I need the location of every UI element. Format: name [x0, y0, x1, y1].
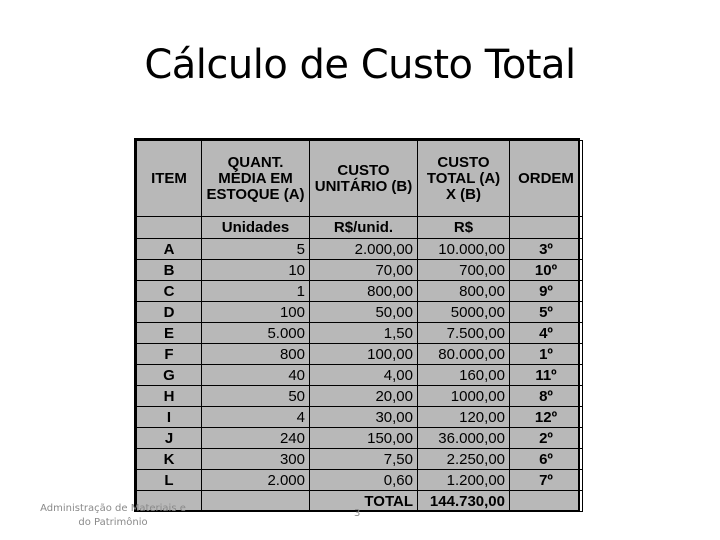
- unit-unit-cost: R$/unid.: [310, 217, 418, 239]
- cell-order: 2º: [510, 428, 583, 449]
- cell-unit-cost: 7,50: [310, 449, 418, 470]
- total-value: 144.730,00: [418, 491, 510, 512]
- cell-order: 8º: [510, 386, 583, 407]
- cell-quantity: 5.000: [202, 323, 310, 344]
- cost-table: [136, 140, 583, 512]
- footer-page-number: 3: [354, 508, 361, 519]
- cell-unit-cost: 150,00: [310, 428, 418, 449]
- cell-total: 800,00: [418, 281, 510, 302]
- cell-unit-cost: 800,00: [310, 281, 418, 302]
- table-row: [137, 470, 583, 491]
- table-row: [137, 449, 583, 470]
- cell-total: 10.000,00: [418, 239, 510, 260]
- cell-order: 10º: [510, 260, 583, 281]
- cell-quantity: 800: [202, 344, 310, 365]
- cell-quantity: 1: [202, 281, 310, 302]
- unit-quantity: Unidades: [202, 217, 310, 239]
- cell-unit-cost: 50,00: [310, 302, 418, 323]
- table-row: [137, 239, 583, 260]
- cell-item: F: [137, 344, 202, 365]
- cell-order: 9º: [510, 281, 583, 302]
- cell-order: 5º: [510, 302, 583, 323]
- units-row: [137, 217, 583, 239]
- cell-item: B: [137, 260, 202, 281]
- cell-quantity: 5: [202, 239, 310, 260]
- cell-total: 120,00: [418, 407, 510, 428]
- header-item: ITEM: [137, 141, 202, 217]
- cell-total: 1000,00: [418, 386, 510, 407]
- cell-order: 4º: [510, 323, 583, 344]
- cost-table-container: [134, 138, 580, 512]
- cell-quantity: 240: [202, 428, 310, 449]
- cell-total: 700,00: [418, 260, 510, 281]
- cell-total: 80.000,00: [418, 344, 510, 365]
- table-row: [137, 260, 583, 281]
- cell-unit-cost: 1,50: [310, 323, 418, 344]
- cell-quantity: 10: [202, 260, 310, 281]
- cell-unit-cost: 30,00: [310, 407, 418, 428]
- table-row: [137, 428, 583, 449]
- cell-item: L: [137, 470, 202, 491]
- total-empty-cell: [510, 491, 583, 512]
- cell-order: 7º: [510, 470, 583, 491]
- slide-title: Cálculo de Custo Total: [144, 42, 576, 88]
- total-empty-cell: [202, 491, 310, 512]
- unit-item: [137, 217, 202, 239]
- cell-item: E: [137, 323, 202, 344]
- cell-total: 7.500,00: [418, 323, 510, 344]
- cell-item: D: [137, 302, 202, 323]
- cell-unit-cost: 70,00: [310, 260, 418, 281]
- cell-quantity: 40: [202, 365, 310, 386]
- cell-quantity: 100: [202, 302, 310, 323]
- cell-total: 2.250,00: [418, 449, 510, 470]
- cell-total: 36.000,00: [418, 428, 510, 449]
- header-quantity: QUANT. MÉDIA EM ESTOQUE (A): [202, 141, 310, 217]
- header-row: [137, 141, 583, 217]
- cell-total: 160,00: [418, 365, 510, 386]
- cell-unit-cost: 4,00: [310, 365, 418, 386]
- table-row: [137, 365, 583, 386]
- cell-item: I: [137, 407, 202, 428]
- cell-quantity: 300: [202, 449, 310, 470]
- cell-order: 1º: [510, 344, 583, 365]
- unit-order: [510, 217, 583, 239]
- unit-total-cost: R$: [418, 217, 510, 239]
- cell-order: 3º: [510, 239, 583, 260]
- cell-quantity: 4: [202, 407, 310, 428]
- cell-total: 1.200,00: [418, 470, 510, 491]
- cell-quantity: 50: [202, 386, 310, 407]
- cell-item: C: [137, 281, 202, 302]
- cell-total: 5000,00: [418, 302, 510, 323]
- cell-unit-cost: 20,00: [310, 386, 418, 407]
- cell-unit-cost: 2.000,00: [310, 239, 418, 260]
- cell-order: 12º: [510, 407, 583, 428]
- table-row: [137, 344, 583, 365]
- cell-order: 11º: [510, 365, 583, 386]
- cell-item: J: [137, 428, 202, 449]
- cell-item: G: [137, 365, 202, 386]
- header-total-cost: CUSTO TOTAL (A) X (B): [418, 141, 510, 217]
- cell-quantity: 2.000: [202, 470, 310, 491]
- cell-order: 6º: [510, 449, 583, 470]
- cell-item: A: [137, 239, 202, 260]
- table-row: [137, 302, 583, 323]
- header-unit-cost: CUSTO UNITÁRIO (B): [310, 141, 418, 217]
- table-row: [137, 323, 583, 344]
- cell-item: K: [137, 449, 202, 470]
- cell-unit-cost: 100,00: [310, 344, 418, 365]
- cell-unit-cost: 0,60: [310, 470, 418, 491]
- table-row: [137, 386, 583, 407]
- table-row: [137, 281, 583, 302]
- table-row: [137, 407, 583, 428]
- total-label: TOTAL: [310, 491, 418, 512]
- cell-item: H: [137, 386, 202, 407]
- footer-course-name: Administração de Materiais e do Patrimônio: [40, 503, 186, 528]
- header-order: ORDEM: [510, 141, 583, 217]
